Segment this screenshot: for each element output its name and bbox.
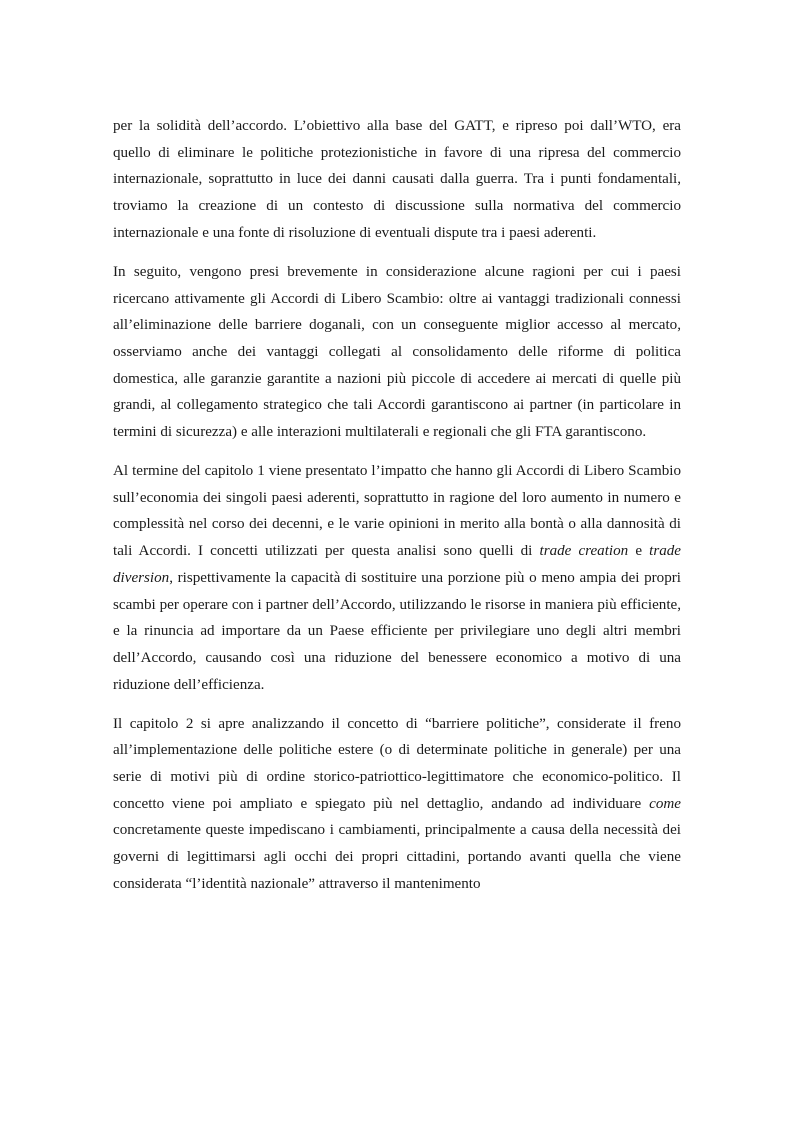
body-text bbox=[113, 113, 681, 910]
italic-term-trade-diversion: trade diversion bbox=[113, 543, 682, 586]
paragraph-text: Il capitolo 2 si apre analizzando il concetto di “barriere politiche”, considerate il freno all’implementazione delle politiche estere (o di determinate politiche in generale) per una serie di motivi più di ordine storico-patriottico-legittimatore che economico-politico. Il concetto viene poi ampliato e spiegato più nel dettaglio, andando ad individuare bbox=[113, 715, 681, 812]
paragraph-text: , rispettivamente la capacità di sostituire una porzione più o meno ampia dei propri scambi per operare con i partner dell’Accordo, utilizzando le risorse in maniera più efficiente, e la rinuncia ad importare da un Paese efficiente per privilegiare uno degli altri membri dell’Accordo, causando così una riduzione del benessere economico a motivo di una riduzione dell’efficienza. bbox=[113, 569, 681, 693]
italic-term-come: come bbox=[649, 795, 681, 812]
paragraph-text: In seguito, vengono presi brevemente in considerazione alcune ragioni per cui i paesi ricercano attivamente gli Accordi di Libero Scambio: oltre ai vantaggi tradizionali connessi all’eliminazione delle barriere doganali, con un conseguente miglior accesso al mercato, osserviamo anche dei vantaggi collegati al consolidamento delle riforme di politica domestica, alle garanzie garantite a nazioni più piccole di accedere ai mercati di quelle più grandi, al collegamento strategico che tali Accordi garantiscono ai partner (in particolare in termini di sicurezza) e alle interazioni multilaterali e regionali che gli FTA garantiscono. bbox=[113, 263, 681, 441]
paragraph-text: e bbox=[628, 543, 650, 560]
paragraph-political-barriers bbox=[113, 711, 681, 898]
paragraph-gatt bbox=[113, 113, 681, 247]
paragraph-text: Al termine del capitolo 1 viene presentato l’impatto che hanno gli Accordi di Libero Scambio sull’economia dei singoli paesi aderenti, soprattutto in ragione del loro aumento in numero e complessità nel corso dei decenni, e le varie opinioni in merito alla bontà o alla dannosità di tali Accordi. I concetti utilizzati per questa analisi sono quelli di bbox=[113, 463, 681, 560]
paragraph-fta-impact bbox=[113, 458, 681, 698]
italic-term-trade-creation: trade creation bbox=[539, 543, 629, 560]
paragraph-fta-reasons bbox=[113, 259, 681, 446]
paragraph-text: concretamente queste impediscano i cambiamenti, principalmente a causa della necessità dei governi di legittimarsi agli occhi dei propri cittadini, portando avanti quella che viene considerata “l’identità nazionale” attraverso il mantenimento bbox=[113, 822, 681, 892]
paragraph-text: per la solidità dell’accordo. L’obiettivo alla base del GATT, e ripreso poi dall’WTO, era quello di eliminare le politiche protezionistiche in favore di una ripresa del commercio internazionale, soprattutto in luce dei danni causati dalla guerra. Tra i punti fondamentali, troviamo la creazione di un contesto di discussione sulla normativa del commercio internazionale e una fonte di risoluzione di eventuali dispute tra i paesi aderenti. bbox=[113, 118, 681, 241]
